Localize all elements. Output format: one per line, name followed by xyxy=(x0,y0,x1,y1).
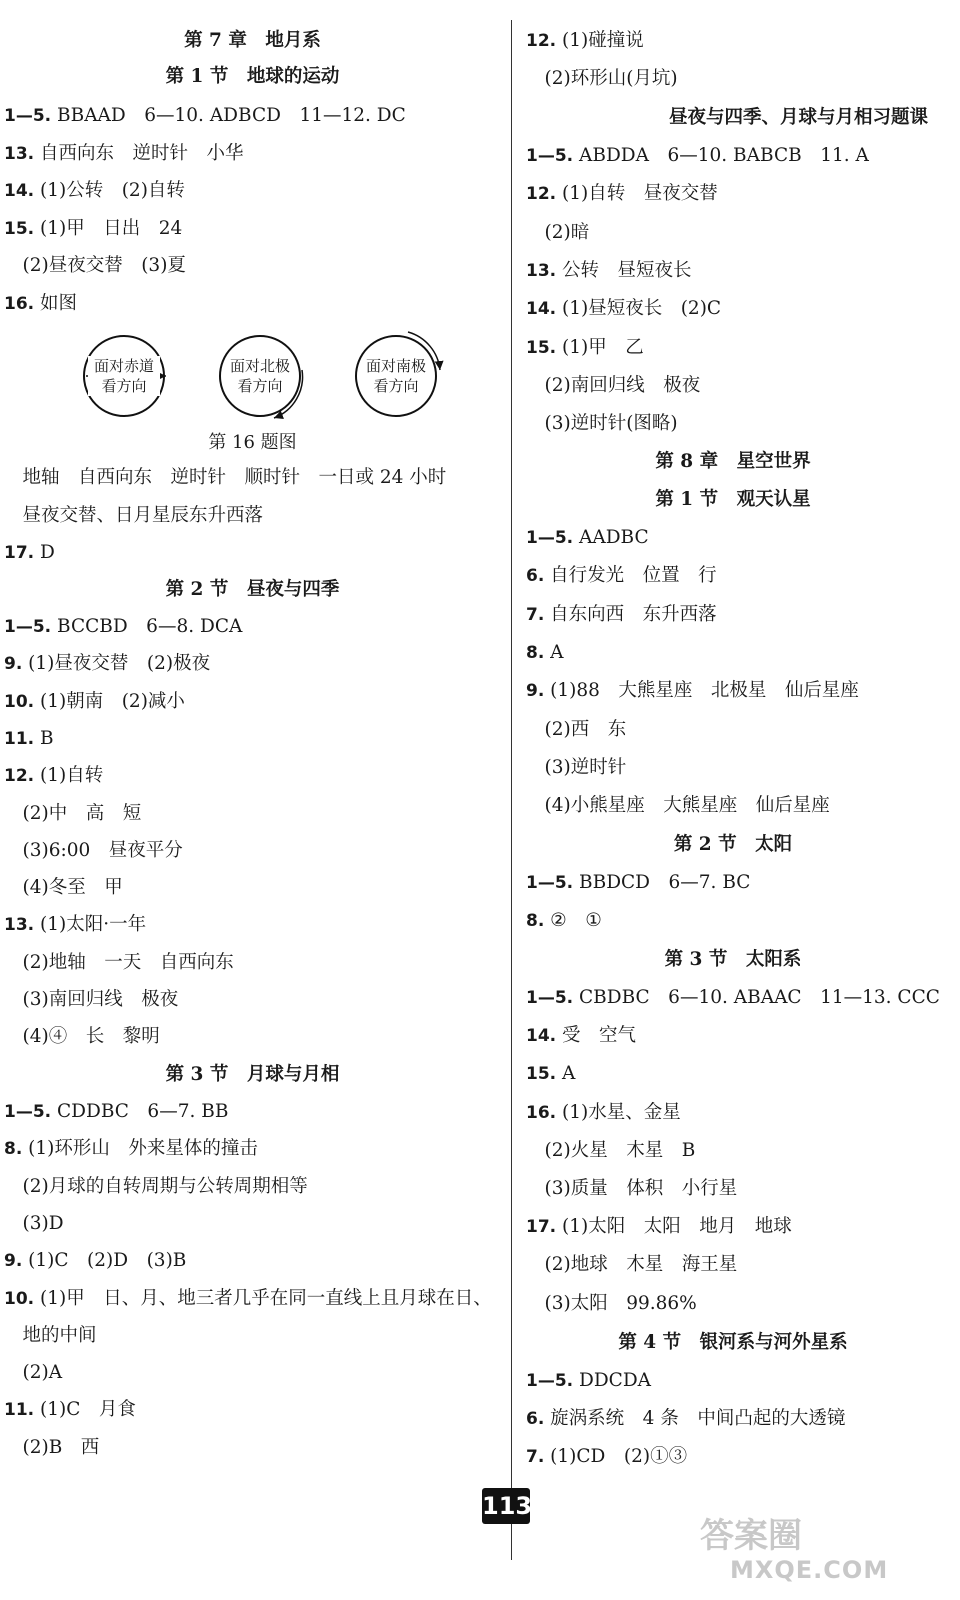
question-number: 9. xyxy=(4,654,23,675)
answer-text: (4)冬至 甲 xyxy=(4,877,123,899)
question-number: 12. xyxy=(4,766,35,787)
answer-text: (3)逆时针 xyxy=(526,756,627,778)
page-number: 113 xyxy=(482,1488,530,1524)
question-number: 11. xyxy=(4,728,35,749)
answer-text: BBAAD 6—10. ADBCD 11—12. DC xyxy=(51,105,406,126)
question-number: 14. xyxy=(526,1026,557,1047)
answer-text: (1)C 月食 xyxy=(34,1399,136,1421)
answer-text: 自行发光 位置 行 xyxy=(544,565,717,587)
answer-line xyxy=(4,1397,136,1423)
answer-line xyxy=(4,465,446,491)
answer-text: (2)B 西 xyxy=(4,1436,100,1458)
answer-text: (1)甲 日出 24 xyxy=(34,217,183,239)
answer-text: (3)D xyxy=(4,1212,64,1234)
question-number: 12. xyxy=(526,31,557,51)
answer-line xyxy=(4,1248,186,1274)
answer-text: (2)环形山(月坑) xyxy=(526,68,678,89)
answer-line xyxy=(526,717,626,743)
question-number: 8. xyxy=(526,911,545,931)
answer-text: (1)水星、金星 xyxy=(556,1101,681,1123)
question-number: 14. xyxy=(4,181,35,201)
answer-line xyxy=(4,1323,97,1349)
answer-line xyxy=(526,1023,636,1049)
answer-line xyxy=(4,1136,258,1162)
circle3-label-2: 看方向 xyxy=(373,377,419,395)
answer-line xyxy=(526,1368,651,1394)
answer-text: BCCBD 6—8. DCA xyxy=(51,616,243,637)
circle1-label-2: 看方向 xyxy=(101,377,147,395)
answer-line xyxy=(4,875,123,901)
answer-line xyxy=(4,503,263,529)
question-number: 17. xyxy=(526,1217,557,1238)
answer-text: (1)88 大熊星座 北极星 仙后星座 xyxy=(544,680,859,702)
answer-line xyxy=(526,678,859,704)
answer-line xyxy=(4,291,77,317)
question-number: 10. xyxy=(4,691,35,712)
answer-text: BBDCD 6—7. BC xyxy=(573,872,751,893)
ch8-section-2-title: 第 2 节 太阳 xyxy=(673,834,793,855)
answer-line xyxy=(526,296,721,322)
question-number: 1—5. xyxy=(526,873,574,893)
answer-text: (4)④ 长 黎明 xyxy=(4,1026,160,1048)
question-number: 6. xyxy=(526,1409,545,1429)
answer-line xyxy=(4,216,182,242)
answer-text: (1)C (2)D (3)B xyxy=(22,1250,187,1272)
answer-line xyxy=(4,912,146,938)
answer-line xyxy=(4,1435,99,1461)
question-number: 9. xyxy=(4,1251,23,1272)
answer-text: (2)地球 木星 海王星 xyxy=(526,1254,738,1276)
question-number: 14. xyxy=(526,299,557,320)
question-number: 9. xyxy=(526,681,545,702)
answer-text: (2)地轴 一天 自西向东 xyxy=(4,951,234,973)
question-number: 10. xyxy=(4,1288,35,1309)
ch8-section-4-title: 第 4 节 银河系与河外星系 xyxy=(618,1332,848,1353)
answer-line xyxy=(4,1360,62,1386)
answer-line xyxy=(4,1099,228,1125)
answer-line xyxy=(4,1286,492,1312)
answer-line xyxy=(526,640,564,666)
question-number: 1—5. xyxy=(4,1102,52,1122)
answer-text: ② ① xyxy=(544,910,602,931)
question-number: 1—5. xyxy=(4,106,52,126)
answer-line xyxy=(4,651,210,677)
circle2-label-1: 面对北极 xyxy=(229,357,290,375)
answer-text: (1)甲 乙 xyxy=(556,336,644,358)
answer-line xyxy=(4,253,186,279)
question-number: 1—5. xyxy=(526,988,574,1008)
answer-text: 如图 xyxy=(34,292,78,314)
ch8-section-3-title: 第 3 节 太阳系 xyxy=(664,949,802,970)
answer-text: DDCDA xyxy=(573,1370,652,1391)
answer-text: (2)昼夜交替 (3)夏 xyxy=(4,255,186,276)
answer-line xyxy=(526,755,626,781)
answer-text: (2)火星 木星 B xyxy=(526,1139,696,1161)
answer-line xyxy=(4,614,242,640)
question-number: 16. xyxy=(4,293,35,314)
section-2-title: 第 2 节 昼夜与四季 xyxy=(165,579,340,600)
answer-line xyxy=(526,66,678,92)
answer-text: (3)6:00 昼夜平分 xyxy=(4,839,183,861)
answer-line xyxy=(4,141,244,167)
answer-text: (1)朝南 (2)减小 xyxy=(34,690,185,712)
circle2-label-2: 看方向 xyxy=(237,377,283,395)
answer-line xyxy=(4,1174,308,1200)
answer-text: (1)自转 昼夜交替 xyxy=(556,183,718,205)
answer-text: D xyxy=(34,542,55,563)
answer-text: (4)小熊星座 大熊星座 仙后星座 xyxy=(526,795,830,817)
answer-text: 自东向西 东升西落 xyxy=(544,603,717,625)
answer-line xyxy=(4,1211,64,1237)
answer-line xyxy=(4,689,185,715)
question-number: 11. xyxy=(4,1400,35,1421)
answer-line xyxy=(4,763,103,789)
question-number: 17. xyxy=(4,543,35,563)
answer-text: 自西向东 逆时针 小华 xyxy=(34,142,244,164)
answer-line xyxy=(526,1444,687,1470)
answer-line xyxy=(4,987,178,1013)
question-number: 1—5. xyxy=(526,146,574,166)
circle3-label-1: 面对南极 xyxy=(365,357,426,375)
answer-text: (2)南回归线 极夜 xyxy=(526,374,701,396)
answer-text: (1)CD (2)①③ xyxy=(544,1446,688,1467)
answer-text: ABDDA 6—10. BABCB 11. A xyxy=(573,145,869,166)
answer-text: (1)环形山 外来星体的撞击 xyxy=(22,1138,258,1160)
answer-line xyxy=(526,525,649,551)
answer-line xyxy=(526,1291,697,1317)
answer-line xyxy=(526,1176,737,1202)
watermark-url: MXQE.COM xyxy=(730,1556,889,1584)
answer-line xyxy=(526,220,589,246)
answer-text: (1)碰撞说 xyxy=(556,30,644,51)
question-number: 7. xyxy=(526,604,545,625)
circle1-label-1: 面对赤道 xyxy=(93,357,154,375)
answer-text: 旋涡系统 4 条 中间凸起的大透镜 xyxy=(544,1408,846,1429)
question-number: 1—5. xyxy=(526,528,574,548)
question-number: 6. xyxy=(526,566,545,587)
answer-line xyxy=(526,1061,575,1087)
question-number: 13. xyxy=(526,260,557,281)
answer-line xyxy=(526,1406,845,1432)
answer-line xyxy=(526,1214,792,1240)
question-number: 15. xyxy=(4,218,35,239)
question-number: 13. xyxy=(4,143,35,164)
chapter-8-title: 第 8 章 星空世界 xyxy=(655,451,811,472)
answer-line xyxy=(526,985,940,1011)
question-number: 12. xyxy=(526,184,557,205)
answer-line xyxy=(4,103,406,129)
question-number: 1—5. xyxy=(526,1371,574,1391)
answer-text: (3)太阳 99.86% xyxy=(526,1292,697,1314)
answer-line xyxy=(526,870,750,896)
figure-16 xyxy=(80,330,460,434)
review-lesson-title: 昼夜与四季、月球与月相习题课 xyxy=(668,107,928,128)
answer-line xyxy=(4,540,55,566)
question-number: 13. xyxy=(4,915,35,936)
column-divider xyxy=(511,20,512,1560)
answer-line xyxy=(526,602,717,628)
answer-text: (1)太阳·一年 xyxy=(34,914,147,936)
figure-16-caption: 第 16 题图 xyxy=(208,432,297,453)
answer-text: 地轴 自西向东 逆时针 顺时针 一日或 24 小时 xyxy=(4,467,447,488)
answer-text: (3)逆时针(图略) xyxy=(526,413,678,435)
answer-line xyxy=(526,411,678,437)
answer-line xyxy=(526,258,692,284)
answer-text: 昼夜交替、日月星辰东升西落 xyxy=(4,504,264,526)
question-number: 1—5. xyxy=(4,617,52,637)
answer-text: (1)自转 xyxy=(34,765,104,787)
answer-line xyxy=(4,801,141,827)
answer-text: (1)甲 日、月、地三者几乎在同一直线上且月球在日、 xyxy=(34,1287,492,1309)
answer-line xyxy=(526,373,700,399)
answer-text: CDDBC 6—7. BB xyxy=(51,1101,229,1122)
answer-line xyxy=(4,726,54,752)
question-number: 15. xyxy=(526,337,557,358)
question-number: 16. xyxy=(526,1102,557,1123)
section-1-title: 第 1 节 地球的运动 xyxy=(165,66,340,87)
answer-line xyxy=(4,178,185,204)
section-3-title: 第 3 节 月球与月相 xyxy=(165,1064,340,1085)
answer-text: CBDBC 6—10. ABAAC 11—13. CCC xyxy=(573,987,940,1008)
answer-text: A xyxy=(544,641,564,663)
answer-text: (2)月球的自转周期与公转周期相等 xyxy=(4,1175,308,1197)
answer-text: (2)中 高 短 xyxy=(4,802,142,824)
answer-text: (2)A xyxy=(4,1362,63,1384)
answer-line xyxy=(526,335,644,361)
answer-line xyxy=(4,838,183,864)
answer-text: 地的中间 xyxy=(4,1324,97,1346)
answer-text: (2)暗 xyxy=(526,221,590,243)
answer-line xyxy=(4,1024,160,1050)
answer-line xyxy=(526,143,869,169)
answer-line xyxy=(526,563,717,589)
answer-text: (1)昼短夜长 (2)C xyxy=(556,298,722,320)
watermark-logo: 答案圈 xyxy=(700,1516,802,1556)
answer-line xyxy=(526,1100,681,1126)
answer-line xyxy=(4,950,234,976)
question-number: 15. xyxy=(526,1064,557,1085)
answer-text: A xyxy=(556,1063,576,1085)
answer-text: (3)南回归线 极夜 xyxy=(4,989,179,1010)
question-number: 7. xyxy=(526,1447,545,1467)
answer-text: (2)西 东 xyxy=(526,718,627,740)
answer-line xyxy=(526,1138,695,1164)
answer-text: (3)质量 体积 小行星 xyxy=(526,1178,738,1199)
answer-line xyxy=(526,908,602,934)
answer-text: 受 空气 xyxy=(556,1025,637,1047)
answer-text: (1)太阳 太阳 地月 地球 xyxy=(556,1216,792,1238)
answer-line xyxy=(526,793,830,819)
answer-text: (1)公转 (2)自转 xyxy=(34,180,185,201)
answer-text: B xyxy=(34,727,54,749)
answer-line xyxy=(526,1252,737,1278)
ch8-section-1-title: 第 1 节 观天认星 xyxy=(655,489,811,510)
question-number: 8. xyxy=(4,1139,23,1160)
question-number: 8. xyxy=(526,642,545,663)
answer-text: 公转 昼短夜长 xyxy=(556,259,692,281)
answer-line xyxy=(526,28,644,54)
answer-text: (1)昼夜交替 (2)极夜 xyxy=(22,653,211,675)
answer-line xyxy=(526,181,718,207)
answer-text: AADBC xyxy=(573,527,649,548)
chapter-7-title: 第 7 章 地月系 xyxy=(184,30,321,51)
